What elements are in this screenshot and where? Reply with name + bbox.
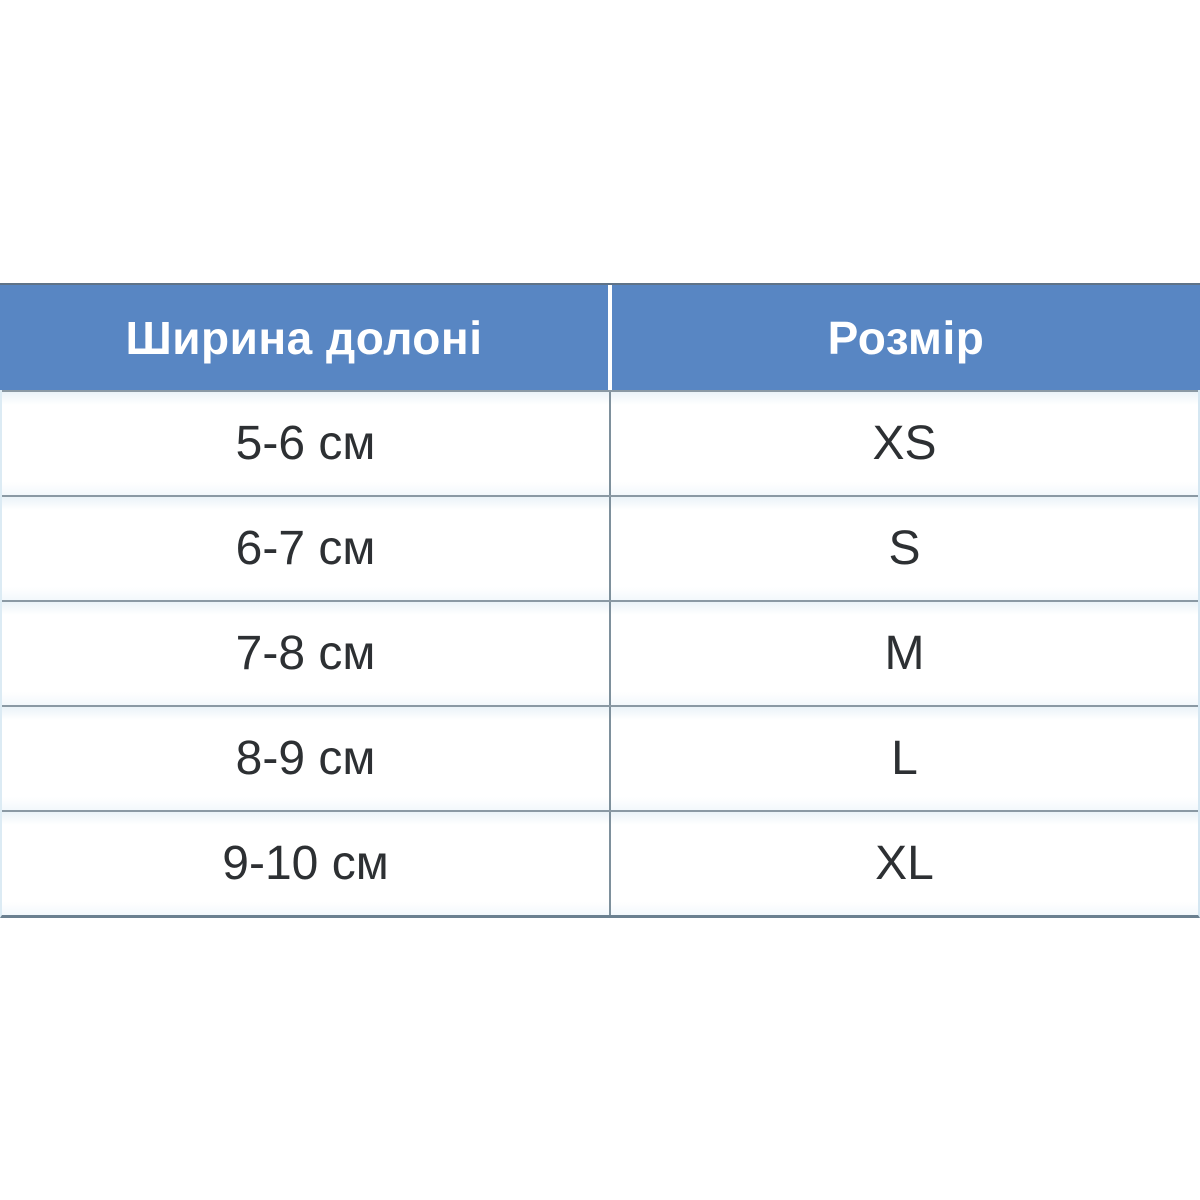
palm-width-cell: 9-10 см: [2, 812, 611, 915]
table-header-row: [0, 283, 1200, 390]
size-cell: L: [891, 732, 918, 785]
table-row: [2, 390, 1198, 495]
size-cell: XS: [872, 417, 937, 470]
size-chart-table: [0, 283, 1200, 918]
size-cell: XL: [875, 837, 934, 890]
column-header-size: [612, 285, 1200, 390]
palm-width-cell: 7-8 см: [2, 602, 611, 705]
table-row: [2, 495, 1198, 600]
table-row: [2, 705, 1198, 810]
table-row: [2, 600, 1198, 705]
column-header-palm-width: [0, 285, 608, 390]
table-row: [2, 810, 1198, 915]
palm-width-cell: 5-6 см: [2, 392, 611, 495]
palm-width-cell: 6-7 см: [2, 497, 611, 600]
table-body: [0, 390, 1200, 918]
size-cell: S: [888, 522, 921, 575]
size-cell: M: [884, 627, 925, 680]
column-header-size-label: Розмір: [827, 311, 985, 364]
palm-width-cell: 8-9 см: [2, 707, 611, 810]
column-header-palm-width-label: Ширина долоні: [125, 311, 483, 364]
